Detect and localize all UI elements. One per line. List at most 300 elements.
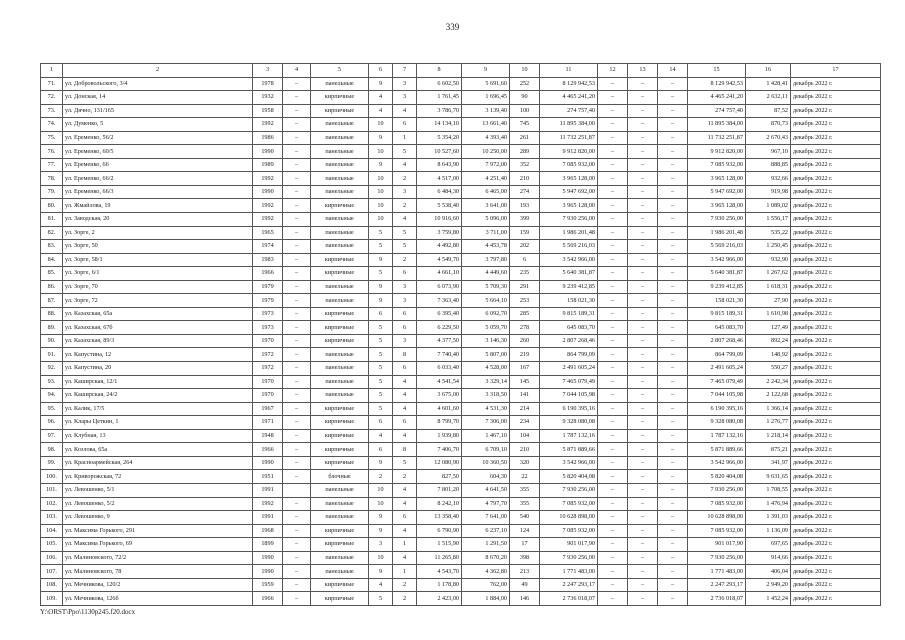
residents-cell: 193	[510, 199, 540, 213]
cost-total-cell: 158 021,30	[540, 294, 598, 308]
floors-cell: 9	[369, 524, 393, 538]
col-4-cell: –	[283, 307, 311, 321]
cost-fund-cell: 11 732 251,87	[688, 131, 746, 145]
entrances-cell: 3	[393, 91, 417, 105]
row-number-cell: 99.	[41, 456, 63, 470]
total-area-cell: 6 602,50	[417, 77, 462, 91]
cost-fund-cell: 7 085 932,00	[688, 524, 746, 538]
table-row	[41, 592, 881, 606]
cost-per-sqm-cell: 9 631,65	[746, 470, 791, 484]
cost-per-sqm-cell: 1 610,98	[746, 307, 791, 321]
col-13-cell: –	[628, 280, 658, 294]
column-number-header: 15	[688, 64, 746, 78]
cost-per-sqm-cell: 1 276,77	[746, 416, 791, 430]
total-area-cell: 4 541,54	[417, 375, 462, 389]
col-13-cell: –	[628, 551, 658, 565]
col-14-cell: –	[658, 131, 688, 145]
residents-cell: 745	[510, 118, 540, 132]
col-4-cell: –	[283, 267, 311, 281]
residents-cell: 261	[510, 131, 540, 145]
cost-per-sqm-cell: 697,65	[746, 538, 791, 552]
cost-total-cell: 8 129 942,53	[540, 77, 598, 91]
col-14-cell: –	[658, 321, 688, 335]
col-4-cell: –	[283, 185, 311, 199]
cost-fund-cell: 5 640 381,87	[688, 267, 746, 281]
cost-total-cell: 5 820 404,08	[540, 470, 598, 484]
wall-material-cell: панельные	[311, 158, 369, 172]
deadline-cell: декабрь 2022 г.	[791, 511, 881, 525]
row-number-cell: 90.	[41, 334, 63, 348]
deadline-cell: декабрь 2022 г.	[791, 253, 881, 267]
col-12-cell: –	[598, 511, 628, 525]
col-14-cell: –	[658, 565, 688, 579]
total-area-cell: 6 073,90	[417, 280, 462, 294]
address-cell: ул. Малиновского, 78	[63, 565, 253, 579]
wall-material-cell: кирпичные	[311, 578, 369, 592]
wall-material-cell: панельные	[311, 565, 369, 579]
total-area-cell: 12 080,90	[417, 456, 462, 470]
address-cell: ул. Криворожская, 72	[63, 470, 253, 484]
deadline-cell: декабрь 2022 г.	[791, 240, 881, 254]
row-number-cell: 93.	[41, 375, 63, 389]
entrances-cell: 4	[393, 375, 417, 389]
residents-cell: 540	[510, 511, 540, 525]
table-row	[41, 77, 881, 91]
col-12-cell: –	[598, 375, 628, 389]
residents-cell: 355	[510, 483, 540, 497]
column-number-header: 6	[369, 64, 393, 78]
floors-cell: 4	[369, 91, 393, 105]
row-number-cell: 74.	[41, 118, 63, 132]
address-cell: ул. Каширская, 24/2	[63, 389, 253, 403]
entrances-cell: 3	[393, 334, 417, 348]
col-4-cell: –	[283, 592, 311, 606]
cost-per-sqm-cell: 919,98	[746, 185, 791, 199]
wall-material-cell: кирпичные	[311, 321, 369, 335]
col-13-cell: –	[628, 267, 658, 281]
cost-fund-cell: 3 542 966,00	[688, 456, 746, 470]
residents-cell: 320	[510, 456, 540, 470]
col-12-cell: –	[598, 538, 628, 552]
col-13-cell: –	[628, 213, 658, 227]
col-12-cell: –	[598, 213, 628, 227]
table-row	[41, 131, 881, 145]
col-12-cell: –	[598, 497, 628, 511]
cost-fund-cell: 274 757,40	[688, 104, 746, 118]
cost-per-sqm-cell: 1 391,03	[746, 511, 791, 525]
table-row	[41, 118, 881, 132]
col-14-cell: –	[658, 334, 688, 348]
cost-total-cell: 9 328 080,08	[540, 416, 598, 430]
cost-total-cell: 7 044 105,98	[540, 389, 598, 403]
floors-cell: 10	[369, 213, 393, 227]
living-area-cell: 3 146,30	[462, 334, 510, 348]
col-14-cell: –	[658, 253, 688, 267]
table-row	[41, 483, 881, 497]
col-14-cell: –	[658, 77, 688, 91]
year-built-cell: 1951	[253, 470, 283, 484]
row-number-cell: 101.	[41, 483, 63, 497]
floors-cell: 4	[369, 104, 393, 118]
col-12-cell: –	[598, 185, 628, 199]
deadline-cell: декабрь 2022 г.	[791, 565, 881, 579]
living-area-cell: 4 251,40	[462, 172, 510, 186]
year-built-cell: 1990	[253, 565, 283, 579]
entrances-cell: 3	[393, 294, 417, 308]
entrances-cell: 4	[393, 483, 417, 497]
address-cell: ул. Максима Горького, 69	[63, 538, 253, 552]
col-14-cell: –	[658, 104, 688, 118]
residents-cell: 146	[510, 592, 540, 606]
cost-total-cell: 5 640 381,87	[540, 267, 598, 281]
row-number-cell: 107.	[41, 565, 63, 579]
col-4-cell	[283, 483, 311, 497]
residents-cell: 214	[510, 402, 540, 416]
residents-cell: 398	[510, 551, 540, 565]
living-area-cell: 5 691,60	[462, 77, 510, 91]
living-area-cell: 3 797,80	[462, 253, 510, 267]
cost-total-cell: 7 930 256,00	[540, 213, 598, 227]
wall-material-cell: кирпичные	[311, 253, 369, 267]
col-13-cell: –	[628, 199, 658, 213]
deadline-cell: декабрь 2022 г.	[791, 321, 881, 335]
row-number-cell: 109.	[41, 592, 63, 606]
entrances-cell: 4	[393, 158, 417, 172]
living-area-cell: 1 696,45	[462, 91, 510, 105]
col-14-cell: –	[658, 511, 688, 525]
living-area-cell: 5 709,30	[462, 280, 510, 294]
column-number-header: 14	[658, 64, 688, 78]
address-cell: ул. Зорге, 72	[63, 294, 253, 308]
deadline-cell: декабрь 2022 г.	[791, 551, 881, 565]
row-number-cell: 89.	[41, 321, 63, 335]
col-12-cell: –	[598, 307, 628, 321]
residents-cell: 260	[510, 334, 540, 348]
year-built-cell: 1965	[253, 226, 283, 240]
wall-material-cell: панельные	[311, 551, 369, 565]
deadline-cell: декабрь 2022 г.	[791, 524, 881, 538]
col-4-cell: –	[283, 538, 311, 552]
table-row	[41, 416, 881, 430]
col-13-cell: –	[628, 253, 658, 267]
row-number-cell: 92.	[41, 362, 63, 376]
total-area-cell: 6 033,40	[417, 362, 462, 376]
deadline-cell: декабрь 2022 г.	[791, 185, 881, 199]
deadline-cell: декабрь 2022 г.	[791, 334, 881, 348]
year-built-cell: 1973	[253, 321, 283, 335]
cost-total-cell: 2 736 018,07	[540, 592, 598, 606]
living-area-cell: 3 139,40	[462, 104, 510, 118]
row-number-cell: 108.	[41, 578, 63, 592]
row-number-cell: 103.	[41, 511, 63, 525]
col-4-cell: –	[283, 334, 311, 348]
deadline-cell: декабрь 2022 г.	[791, 131, 881, 145]
address-cell: ул. Мечникова, 120/2	[63, 578, 253, 592]
cost-per-sqm-cell: 1 218,14	[746, 429, 791, 443]
cost-fund-cell: 158 021,30	[688, 294, 746, 308]
year-built-cell: 1970	[253, 334, 283, 348]
wall-material-cell: кирпичные	[311, 443, 369, 457]
deadline-cell: декабрь 2022 г.	[791, 280, 881, 294]
residents-cell: 49	[510, 578, 540, 592]
cost-total-cell: 7 930 256,00	[540, 483, 598, 497]
row-number-cell: 100.	[41, 470, 63, 484]
document-file-path: Y:\ORST\Ppo\1130p245.f20.docx	[40, 608, 136, 616]
address-cell: ул. Зорге, 58/1	[63, 253, 253, 267]
year-built-cell: 1966	[253, 592, 283, 606]
cost-fund-cell: 5 820 404,08	[688, 470, 746, 484]
wall-material-cell: кирпичные	[311, 267, 369, 281]
entrances-cell: 4	[393, 497, 417, 511]
address-cell: ул. Левошенко, 9	[63, 511, 253, 525]
column-number-header: 2	[63, 64, 253, 78]
col-4-cell: –	[283, 470, 311, 484]
table-row	[41, 511, 881, 525]
cost-per-sqm-cell: 127,49	[746, 321, 791, 335]
wall-material-cell: кирпичные	[311, 199, 369, 213]
cost-fund-cell: 10 628 898,00	[688, 511, 746, 525]
deadline-cell: декабрь 2022 г.	[791, 348, 881, 362]
residents-cell: 219	[510, 348, 540, 362]
year-built-cell: 1992	[253, 172, 283, 186]
living-area-cell: 7 972,00	[462, 158, 510, 172]
floors-cell: 5	[369, 362, 393, 376]
col-14-cell: –	[658, 524, 688, 538]
deadline-cell: декабрь 2022 г.	[791, 389, 881, 403]
year-built-cell: 1948	[253, 429, 283, 443]
cost-per-sqm-cell: 892,24	[746, 334, 791, 348]
total-area-cell: 8 242,10	[417, 497, 462, 511]
living-area-cell: 4 362,80	[462, 565, 510, 579]
floors-cell: 5	[369, 321, 393, 335]
year-built-cell: 1932	[253, 91, 283, 105]
wall-material-cell: панельные	[311, 118, 369, 132]
cost-fund-cell: 2 736 018,07	[688, 592, 746, 606]
cost-per-sqm-cell: 1 428,41	[746, 77, 791, 91]
cost-fund-cell: 2 247 293,17	[688, 578, 746, 592]
deadline-cell: декабрь 2022 г.	[791, 77, 881, 91]
address-cell: ул. Еременко, 66	[63, 158, 253, 172]
cost-fund-cell: 864 799,09	[688, 348, 746, 362]
col-13-cell: –	[628, 592, 658, 606]
deadline-cell: декабрь 2022 г.	[791, 294, 881, 308]
cost-fund-cell: 7 085 932,00	[688, 158, 746, 172]
address-cell: ул. Казахская, 65а	[63, 307, 253, 321]
address-cell: ул. Дячно, 131/165	[63, 104, 253, 118]
column-number-header: 4	[283, 64, 311, 78]
entrances-cell: 5	[393, 456, 417, 470]
cost-fund-cell: 3 542 966,00	[688, 253, 746, 267]
total-area-cell: 2 423,00	[417, 592, 462, 606]
floors-cell: 5	[369, 267, 393, 281]
residents-cell: 352	[510, 158, 540, 172]
residents-cell: 100	[510, 104, 540, 118]
col-14-cell: –	[658, 307, 688, 321]
residents-cell: 90	[510, 91, 540, 105]
total-area-cell: 7 740,40	[417, 348, 462, 362]
living-area-cell: 5 059,70	[462, 321, 510, 335]
row-number-cell: 73.	[41, 104, 63, 118]
total-area-cell: 7 406,70	[417, 443, 462, 457]
col-14-cell: –	[658, 213, 688, 227]
address-cell: ул. Красноармейская, 264	[63, 456, 253, 470]
year-built-cell: 1992	[253, 497, 283, 511]
residents-cell: 252	[510, 77, 540, 91]
year-built-cell: 1972	[253, 348, 283, 362]
col-4-cell: –	[283, 104, 311, 118]
col-14-cell: –	[658, 118, 688, 132]
year-built-cell: 1966	[253, 443, 283, 457]
table-row	[41, 402, 881, 416]
year-built-cell: 1990	[253, 551, 283, 565]
address-cell: ул. Капустина, 12	[63, 348, 253, 362]
total-area-cell: 4 492,80	[417, 240, 462, 254]
entrances-cell: 8	[393, 443, 417, 457]
column-number-row	[41, 64, 881, 78]
living-area-cell: 1 467,10	[462, 429, 510, 443]
col-13-cell: –	[628, 470, 658, 484]
col-4-cell: –	[283, 226, 311, 240]
cost-per-sqm-cell: 2 632,11	[746, 91, 791, 105]
column-number-header: 7	[393, 64, 417, 78]
cost-total-cell: 11 895 384,00	[540, 118, 598, 132]
cost-fund-cell: 11 895 384,00	[688, 118, 746, 132]
col-12-cell: –	[598, 565, 628, 579]
address-cell: ул. Добровольского, 3/4	[63, 77, 253, 91]
deadline-cell: декабрь 2022 г.	[791, 307, 881, 321]
cost-per-sqm-cell: 914,66	[746, 551, 791, 565]
deadline-cell: декабрь 2022 г.	[791, 483, 881, 497]
table-row	[41, 145, 881, 159]
residents-cell: 234	[510, 416, 540, 430]
entrances-cell: 4	[393, 524, 417, 538]
table-row	[41, 104, 881, 118]
living-area-cell: 8 670,20	[462, 551, 510, 565]
cost-per-sqm-cell: 87,52	[746, 104, 791, 118]
cost-per-sqm-cell: 406,04	[746, 565, 791, 579]
col-13-cell: –	[628, 416, 658, 430]
cost-per-sqm-cell: 1 708,55	[746, 483, 791, 497]
table-row	[41, 158, 881, 172]
cost-fund-cell: 5 947 692,00	[688, 185, 746, 199]
total-area-cell: 1 178,80	[417, 578, 462, 592]
year-built-cell: 1990	[253, 185, 283, 199]
cost-total-cell: 3 965 128,00	[540, 199, 598, 213]
living-area-cell: 4 641,50	[462, 483, 510, 497]
row-number-cell: 98.	[41, 443, 63, 457]
col-12-cell: –	[598, 334, 628, 348]
floors-cell: 6	[369, 416, 393, 430]
total-area-cell: 4 517,00	[417, 172, 462, 186]
wall-material-cell: панельные	[311, 145, 369, 159]
entrances-cell: 6	[393, 416, 417, 430]
col-13-cell: –	[628, 348, 658, 362]
entrances-cell: 6	[393, 307, 417, 321]
residents-cell: 253	[510, 294, 540, 308]
column-number-header: 3	[253, 64, 283, 78]
table-row	[41, 389, 881, 403]
residents-cell: 291	[510, 280, 540, 294]
col-12-cell: –	[598, 470, 628, 484]
col-12-cell: –	[598, 240, 628, 254]
cost-total-cell: 7 930 256,00	[540, 551, 598, 565]
living-area-cell: 604,30	[462, 470, 510, 484]
living-area-cell: 7 641,00	[462, 511, 510, 525]
floors-cell: 10	[369, 185, 393, 199]
entrances-cell: 4	[393, 104, 417, 118]
deadline-cell: декабрь 2022 г.	[791, 592, 881, 606]
total-area-cell: 6 229,50	[417, 321, 462, 335]
floors-cell: 9	[369, 456, 393, 470]
wall-material-cell: блочные	[311, 470, 369, 484]
cost-total-cell: 5 871 889,66	[540, 443, 598, 457]
col-4-cell: –	[283, 511, 311, 525]
col-13-cell: –	[628, 565, 658, 579]
col-14-cell: –	[658, 416, 688, 430]
col-14-cell: –	[658, 443, 688, 457]
column-number-header: 9	[462, 64, 510, 78]
address-cell: ул. Еременко, 66/3	[63, 185, 253, 199]
year-built-cell: 1979	[253, 294, 283, 308]
col-14-cell: –	[658, 497, 688, 511]
deadline-cell: декабрь 2022 г.	[791, 267, 881, 281]
total-area-cell: 8 799,70	[417, 416, 462, 430]
table-row	[41, 253, 881, 267]
floors-cell: 10	[369, 118, 393, 132]
wall-material-cell: кирпичные	[311, 592, 369, 606]
deadline-cell: декабрь 2022 г.	[791, 213, 881, 227]
col-12-cell: –	[598, 267, 628, 281]
table-row	[41, 226, 881, 240]
address-cell: ул. Думенко, 5	[63, 118, 253, 132]
col-12-cell: –	[598, 348, 628, 362]
table-row	[41, 294, 881, 308]
col-13-cell: –	[628, 321, 658, 335]
row-number-cell: 85.	[41, 267, 63, 281]
table-row	[41, 240, 881, 254]
wall-material-cell: панельные	[311, 77, 369, 91]
row-number-cell: 106.	[41, 551, 63, 565]
cost-total-cell: 11 732 251,87	[540, 131, 598, 145]
cost-per-sqm-cell: 148,92	[746, 348, 791, 362]
residents-cell: 235	[510, 267, 540, 281]
table-row	[41, 565, 881, 579]
cost-total-cell: 9 239 412,85	[540, 280, 598, 294]
row-number-cell: 84.	[41, 253, 63, 267]
entrances-cell: 4	[393, 429, 417, 443]
deadline-cell: декабрь 2022 г.	[791, 118, 881, 132]
col-13-cell: –	[628, 524, 658, 538]
col-12-cell: –	[598, 402, 628, 416]
wall-material-cell: панельные	[311, 511, 369, 525]
col-4-cell: –	[283, 172, 311, 186]
address-cell: ул. Казахская, 89/3	[63, 334, 253, 348]
entrances-cell: 1	[393, 131, 417, 145]
deadline-cell: декабрь 2022 г.	[791, 104, 881, 118]
table-row	[41, 199, 881, 213]
living-area-cell: 7 306,00	[462, 416, 510, 430]
row-number-cell: 77.	[41, 158, 63, 172]
total-area-cell: 6 790,90	[417, 524, 462, 538]
living-area-cell: 10 360,50	[462, 456, 510, 470]
table-row	[41, 443, 881, 457]
entrances-cell: 4	[393, 213, 417, 227]
deadline-cell: декабрь 2022 г.	[791, 443, 881, 457]
row-number-cell: 96.	[41, 416, 63, 430]
year-built-cell: 1990	[253, 456, 283, 470]
col-12-cell: –	[598, 456, 628, 470]
cost-per-sqm-cell: 27,90	[746, 294, 791, 308]
